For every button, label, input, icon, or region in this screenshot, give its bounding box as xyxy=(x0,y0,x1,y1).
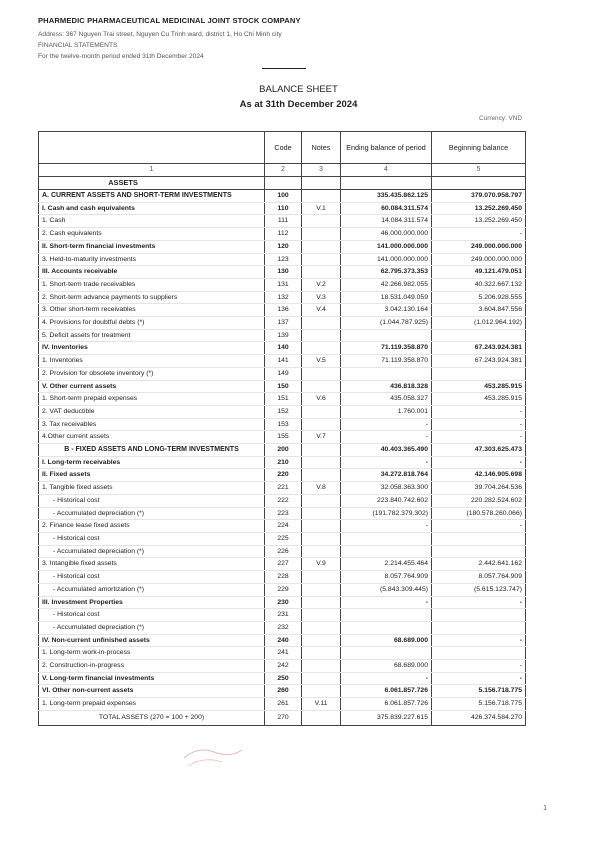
table-row xyxy=(39,418,526,431)
row-notes-cell xyxy=(302,418,341,431)
col-item-header xyxy=(39,132,265,164)
row-beginning-cell: - xyxy=(432,520,526,533)
row-ending-cell xyxy=(341,621,432,634)
row-notes-cell xyxy=(302,571,341,584)
row-beginning-cell: - xyxy=(432,228,526,241)
table-row xyxy=(39,278,526,291)
row-beginning-cell: 453.285.915 xyxy=(432,380,526,393)
row-code-cell: 221 xyxy=(265,482,302,495)
table-row xyxy=(39,532,526,545)
row-item-cell: 2. Finance lease fixed assets xyxy=(39,520,265,533)
row-beginning-cell xyxy=(432,329,526,342)
row-beginning-cell: 40.322.667.132 xyxy=(432,278,526,291)
statement-title: BALANCE SHEET xyxy=(259,84,338,95)
row-code-cell: 110 xyxy=(265,202,302,215)
row-beginning-cell: 249.000.000.000 xyxy=(432,240,526,253)
row-notes-cell: V.4 xyxy=(302,304,341,317)
table-row xyxy=(39,405,526,418)
row-item-cell: 2. VAT deductible xyxy=(39,405,265,418)
total-label: TOTAL ASSETS (270 = 100 + 200) xyxy=(39,710,265,725)
row-code-cell: 131 xyxy=(265,278,302,291)
row-beginning-cell: 379.070.958.797 xyxy=(432,190,526,203)
row-item-cell: 2. Provision for obsolete inventory (*) xyxy=(39,367,265,380)
table-row xyxy=(39,558,526,571)
row-ending-cell: - xyxy=(341,431,432,444)
table-row xyxy=(39,240,526,253)
empty-cell xyxy=(265,177,302,190)
table-row xyxy=(39,291,526,304)
row-item-cell: 1. Inventories xyxy=(39,355,265,368)
row-beginning-cell: - xyxy=(432,456,526,469)
row-beginning-cell: 5.156.718.775 xyxy=(432,698,526,711)
row-ending-cell xyxy=(341,609,432,622)
table-row xyxy=(39,380,526,393)
table-row xyxy=(39,571,526,584)
row-code-cell: 232 xyxy=(265,621,302,634)
table-row xyxy=(39,444,526,457)
row-ending-cell: 68.689.000 xyxy=(341,634,432,647)
row-notes-cell xyxy=(302,228,341,241)
row-notes-cell xyxy=(302,329,341,342)
row-item-cell: VI. Other non-current assets xyxy=(39,685,265,698)
row-item-cell: IV. Non-current unfinished assets xyxy=(39,634,265,647)
row-code-cell: 227 xyxy=(265,558,302,571)
table-row xyxy=(39,190,526,203)
row-item-cell: 2. Short-term advance payments to suppliers xyxy=(39,291,265,304)
row-code-cell: 222 xyxy=(265,494,302,507)
row-ending-cell: - xyxy=(341,596,432,609)
row-notes-cell xyxy=(302,647,341,660)
row-item-cell: - Historical cost xyxy=(39,532,265,545)
row-ending-cell: - xyxy=(341,418,432,431)
row-code-cell: 130 xyxy=(265,266,302,279)
row-item-cell: 4. Provisions for doubtful debts (*) xyxy=(39,317,265,330)
row-ending-cell: 8.057.764.909 xyxy=(341,571,432,584)
row-item-cell: - Accumulated depreciation (*) xyxy=(39,545,265,558)
row-notes-cell xyxy=(302,266,341,279)
row-beginning-cell: 49.121.479.051 xyxy=(432,266,526,279)
row-beginning-cell xyxy=(432,367,526,380)
row-ending-cell xyxy=(341,647,432,660)
row-code-cell: 223 xyxy=(265,507,302,520)
row-notes-cell xyxy=(302,253,341,266)
row-beginning-cell: - xyxy=(432,660,526,673)
row-beginning-cell: 67.243.924.381 xyxy=(432,342,526,355)
row-notes-cell xyxy=(302,456,341,469)
table-row xyxy=(39,317,526,330)
row-code-cell: 112 xyxy=(265,228,302,241)
row-notes-cell: V.1 xyxy=(302,202,341,215)
row-code-cell: 240 xyxy=(265,634,302,647)
row-item-cell: 5. Deficit assets for treatment xyxy=(39,329,265,342)
section-title: ASSETS xyxy=(39,177,265,190)
row-item-cell: B - FIXED ASSETS AND LONG-TERM INVESTMENTS xyxy=(39,444,265,457)
row-ending-cell xyxy=(341,532,432,545)
row-ending-cell: 223.840.742.602 xyxy=(341,494,432,507)
row-beginning-cell: 5.156.718.775 xyxy=(432,685,526,698)
row-item-cell: 3. Tax receivables xyxy=(39,418,265,431)
row-beginning-cell xyxy=(432,545,526,558)
row-code-cell: 224 xyxy=(265,520,302,533)
row-code-cell: 151 xyxy=(265,393,302,406)
row-item-cell: II. Fixed assets xyxy=(39,469,265,482)
row-code-cell: 229 xyxy=(265,583,302,596)
reporting-period: For the twelve-month period ended 31th December 2024 xyxy=(38,53,204,60)
table-row xyxy=(39,545,526,558)
index-cell: 4 xyxy=(341,164,432,177)
row-notes-cell xyxy=(302,342,341,355)
table-row xyxy=(39,304,526,317)
row-ending-cell: 435.058.327 xyxy=(341,393,432,406)
row-item-cell: II. Short-term financial investments xyxy=(39,240,265,253)
row-notes-cell xyxy=(302,380,341,393)
table-row xyxy=(39,660,526,673)
row-code-cell: 141 xyxy=(265,355,302,368)
row-beginning-cell: - xyxy=(432,596,526,609)
row-item-cell: V. Other current assets xyxy=(39,380,265,393)
table-row xyxy=(39,482,526,495)
row-code-cell: 140 xyxy=(265,342,302,355)
table-row xyxy=(39,494,526,507)
row-code-cell: 261 xyxy=(265,698,302,711)
row-ending-cell xyxy=(341,545,432,558)
row-beginning-cell: 3.604.847.556 xyxy=(432,304,526,317)
row-code-cell: 210 xyxy=(265,456,302,469)
row-item-cell: I. Long-term receivables xyxy=(39,456,265,469)
row-ending-cell: 6.061.857.726 xyxy=(341,685,432,698)
table-row xyxy=(39,469,526,482)
row-ending-cell: 42.266.982.055 xyxy=(341,278,432,291)
table-header-row xyxy=(39,132,526,164)
statement-date: As at 31th December 2024 xyxy=(239,99,358,110)
row-notes-cell xyxy=(302,660,341,673)
total-assets-row xyxy=(39,710,526,725)
row-notes-cell xyxy=(302,494,341,507)
row-ending-cell: 60.084.311.574 xyxy=(341,202,432,215)
row-code-cell: 220 xyxy=(265,469,302,482)
row-ending-cell: 1.760.001 xyxy=(341,405,432,418)
row-beginning-cell: 8.057.764.909 xyxy=(432,571,526,584)
table-row xyxy=(39,329,526,342)
row-ending-cell: 2.214.455.464 xyxy=(341,558,432,571)
row-item-cell: - Accumulated depreciation (*) xyxy=(39,507,265,520)
row-code-cell: 230 xyxy=(265,596,302,609)
row-notes-cell xyxy=(302,190,341,203)
row-notes-cell: V.3 xyxy=(302,291,341,304)
row-beginning-cell xyxy=(432,532,526,545)
row-ending-cell: 14.084.311.574 xyxy=(341,215,432,228)
index-cell: 3 xyxy=(302,164,341,177)
row-beginning-cell: (180.578.260.066) xyxy=(432,507,526,520)
row-item-cell: 3. Held-to-maturity investments xyxy=(39,253,265,266)
row-item-cell: 2. Construction-in-progress xyxy=(39,660,265,673)
row-item-cell: III. Investment Properties xyxy=(39,596,265,609)
row-notes-cell xyxy=(302,545,341,558)
row-notes-cell xyxy=(302,685,341,698)
col-code-header: Code xyxy=(265,132,302,164)
document-type: FINANCIAL STATEMENTS xyxy=(38,42,118,49)
row-beginning-cell: 13.252.269.450 xyxy=(432,202,526,215)
row-notes-cell xyxy=(302,621,341,634)
row-item-cell: 3. Intangible fixed assets xyxy=(39,558,265,571)
row-ending-cell: (5.843.309.445) xyxy=(341,583,432,596)
row-item-cell: A. CURRENT ASSETS AND SHORT-TERM INVESTMENTS xyxy=(39,190,265,203)
row-ending-cell: 141.000.000.000 xyxy=(341,240,432,253)
assets-section-row xyxy=(39,177,526,190)
company-name: PHARMEDIC PHARMACEUTICAL MEDICINAL JOINT STOCK COMPANY xyxy=(38,16,301,25)
row-item-cell: 1. Cash xyxy=(39,215,265,228)
row-code-cell: 149 xyxy=(265,367,302,380)
row-code-cell: 132 xyxy=(265,291,302,304)
total-ending: 375.839.227.615 xyxy=(341,710,432,725)
row-notes-cell xyxy=(302,609,341,622)
row-notes-cell: V.5 xyxy=(302,355,341,368)
row-code-cell: 150 xyxy=(265,380,302,393)
row-item-cell: - Historical cost xyxy=(39,494,265,507)
index-cell: 1 xyxy=(39,164,265,177)
row-ending-cell: 32.058.363.300 xyxy=(341,482,432,495)
row-beginning-cell: - xyxy=(432,634,526,647)
col-beginning-header: Beginning balance xyxy=(432,132,526,164)
table-row xyxy=(39,634,526,647)
col-notes-header: Notes xyxy=(302,132,341,164)
table-row xyxy=(39,367,526,380)
row-notes-cell xyxy=(302,634,341,647)
row-ending-cell: 6.061.857.726 xyxy=(341,698,432,711)
row-beginning-cell xyxy=(432,647,526,660)
row-ending-cell: 34.272.818.764 xyxy=(341,469,432,482)
table-row xyxy=(39,520,526,533)
row-ending-cell: 141.000.000.000 xyxy=(341,253,432,266)
row-notes-cell xyxy=(302,444,341,457)
table-row xyxy=(39,672,526,685)
table-row xyxy=(39,431,526,444)
row-ending-cell: 40.403.365.490 xyxy=(341,444,432,457)
row-item-cell: 4.Other current assets xyxy=(39,431,265,444)
row-beginning-cell: 67.243.924.381 xyxy=(432,355,526,368)
row-ending-cell: 68.689.000 xyxy=(341,660,432,673)
row-ending-cell: 335.435.862.125 xyxy=(341,190,432,203)
row-notes-cell: V.8 xyxy=(302,482,341,495)
row-beginning-cell: 47.303.625.473 xyxy=(432,444,526,457)
row-beginning-cell: - xyxy=(432,431,526,444)
row-code-cell: 228 xyxy=(265,571,302,584)
table-row xyxy=(39,583,526,596)
row-notes-cell xyxy=(302,596,341,609)
row-beginning-cell: - xyxy=(432,405,526,418)
row-code-cell: 200 xyxy=(265,444,302,457)
empty-cell xyxy=(432,177,526,190)
col-ending-header: Ending balance of period xyxy=(341,132,432,164)
table-row xyxy=(39,647,526,660)
row-beginning-cell: 13.252.269.450 xyxy=(432,215,526,228)
row-code-cell: 153 xyxy=(265,418,302,431)
table-row xyxy=(39,393,526,406)
row-notes-cell xyxy=(302,405,341,418)
row-item-cell: - Accumulated depreciation (*) xyxy=(39,621,265,634)
row-ending-cell xyxy=(341,367,432,380)
row-code-cell: 137 xyxy=(265,317,302,330)
table-row xyxy=(39,202,526,215)
row-beginning-cell: 220.282.524.602 xyxy=(432,494,526,507)
table-row xyxy=(39,609,526,622)
row-item-cell: IV. Inventories xyxy=(39,342,265,355)
table-row xyxy=(39,253,526,266)
row-ending-cell: 46.000.000.000 xyxy=(341,228,432,241)
table-row xyxy=(39,355,526,368)
row-ending-cell: - xyxy=(341,672,432,685)
index-cell: 2 xyxy=(265,164,302,177)
total-beginning: 426.374.584.270 xyxy=(432,710,526,725)
row-ending-cell: 18.531.049.059 xyxy=(341,291,432,304)
row-beginning-cell: 249.000.000.000 xyxy=(432,253,526,266)
page-number: 1 xyxy=(543,805,547,812)
row-notes-cell xyxy=(302,317,341,330)
row-item-cell: 1. Long-term prepaid expenses xyxy=(39,698,265,711)
company-address: Address: 367 Nguyen Trai street, Nguyen Cu Trinh ward, district 1, Ho Chi Minh city xyxy=(38,31,282,38)
row-code-cell: 225 xyxy=(265,532,302,545)
row-beginning-cell: - xyxy=(432,672,526,685)
row-ending-cell: 62.795.373.353 xyxy=(341,266,432,279)
row-code-cell: 241 xyxy=(265,647,302,660)
row-code-cell: 250 xyxy=(265,672,302,685)
faded-stamp-mark xyxy=(178,738,248,772)
row-beginning-cell: 453.285.915 xyxy=(432,393,526,406)
row-beginning-cell: 39.704.264.536 xyxy=(432,482,526,495)
row-notes-cell: V.6 xyxy=(302,393,341,406)
row-item-cell: - Historical cost xyxy=(39,609,265,622)
table-row xyxy=(39,215,526,228)
table-row xyxy=(39,596,526,609)
row-beginning-cell xyxy=(432,621,526,634)
table-row xyxy=(39,228,526,241)
row-ending-cell: 71.119.358.870 xyxy=(341,342,432,355)
row-item-cell: V. Long-term financial investments xyxy=(39,672,265,685)
row-notes-cell xyxy=(302,532,341,545)
table-row xyxy=(39,456,526,469)
row-code-cell: 155 xyxy=(265,431,302,444)
total-code: 270 xyxy=(265,710,302,725)
row-code-cell: 226 xyxy=(265,545,302,558)
table-row xyxy=(39,621,526,634)
row-ending-cell xyxy=(341,329,432,342)
row-notes-cell xyxy=(302,507,341,520)
row-beginning-cell: (1.012.964.192) xyxy=(432,317,526,330)
row-beginning-cell xyxy=(432,609,526,622)
column-index-row xyxy=(39,164,526,177)
row-code-cell: 152 xyxy=(265,405,302,418)
row-ending-cell: - xyxy=(341,520,432,533)
row-code-cell: 242 xyxy=(265,660,302,673)
table-row xyxy=(39,266,526,279)
row-notes-cell xyxy=(302,215,341,228)
row-beginning-cell: 42.146.905.698 xyxy=(432,469,526,482)
empty-cell xyxy=(341,177,432,190)
table-row xyxy=(39,685,526,698)
row-ending-cell: 3.042.130.164 xyxy=(341,304,432,317)
row-code-cell: 231 xyxy=(265,609,302,622)
row-beginning-cell: - xyxy=(432,418,526,431)
row-code-cell: 136 xyxy=(265,304,302,317)
table-row xyxy=(39,342,526,355)
row-notes-cell xyxy=(302,469,341,482)
row-item-cell: 1. Tangible fixed assets xyxy=(39,482,265,495)
row-code-cell: 260 xyxy=(265,685,302,698)
row-item-cell: 1. Short-term prepaid expenses xyxy=(39,393,265,406)
total-notes xyxy=(302,710,341,725)
row-item-cell: I. Cash and cash equivalents xyxy=(39,202,265,215)
row-beginning-cell: 2.442.641.162 xyxy=(432,558,526,571)
row-item-cell: 1. Short-term trade receivables xyxy=(39,278,265,291)
row-notes-cell xyxy=(302,672,341,685)
row-notes-cell: V.9 xyxy=(302,558,341,571)
row-ending-cell: 436.818.328 xyxy=(341,380,432,393)
row-notes-cell: V.11 xyxy=(302,698,341,711)
row-beginning-cell: 5.206.928.555 xyxy=(432,291,526,304)
row-ending-cell: (1.044.787.925) xyxy=(341,317,432,330)
row-item-cell: 2. Cash equivalents xyxy=(39,228,265,241)
table-row xyxy=(39,507,526,520)
row-beginning-cell: (5.615.123.747) xyxy=(432,583,526,596)
row-code-cell: 100 xyxy=(265,190,302,203)
table-row xyxy=(39,698,526,711)
row-notes-cell xyxy=(302,520,341,533)
row-item-cell: 1. Long-term work-in-process xyxy=(39,647,265,660)
row-code-cell: 123 xyxy=(265,253,302,266)
balance-sheet-table xyxy=(38,131,526,726)
row-code-cell: 120 xyxy=(265,240,302,253)
row-notes-cell: V.2 xyxy=(302,278,341,291)
document-header xyxy=(38,16,558,62)
row-ending-cell: - xyxy=(341,456,432,469)
row-notes-cell xyxy=(302,583,341,596)
row-ending-cell: 71.119.358.870 xyxy=(341,355,432,368)
currency-label: Currency: VND xyxy=(479,115,522,122)
row-item-cell: 3. Other short-term receivables xyxy=(39,304,265,317)
row-notes-cell: V.7 xyxy=(302,431,341,444)
row-code-cell: 139 xyxy=(265,329,302,342)
row-item-cell: - Accumulated amortization (*) xyxy=(39,583,265,596)
row-item-cell: - Historical cost xyxy=(39,571,265,584)
row-notes-cell xyxy=(302,367,341,380)
row-notes-cell xyxy=(302,240,341,253)
header-divider xyxy=(262,68,306,69)
row-ending-cell: (191.782.379.302) xyxy=(341,507,432,520)
index-cell: 5 xyxy=(432,164,526,177)
empty-cell xyxy=(302,177,341,190)
row-code-cell: 111 xyxy=(265,215,302,228)
row-item-cell: III. Accounts receivable xyxy=(39,266,265,279)
